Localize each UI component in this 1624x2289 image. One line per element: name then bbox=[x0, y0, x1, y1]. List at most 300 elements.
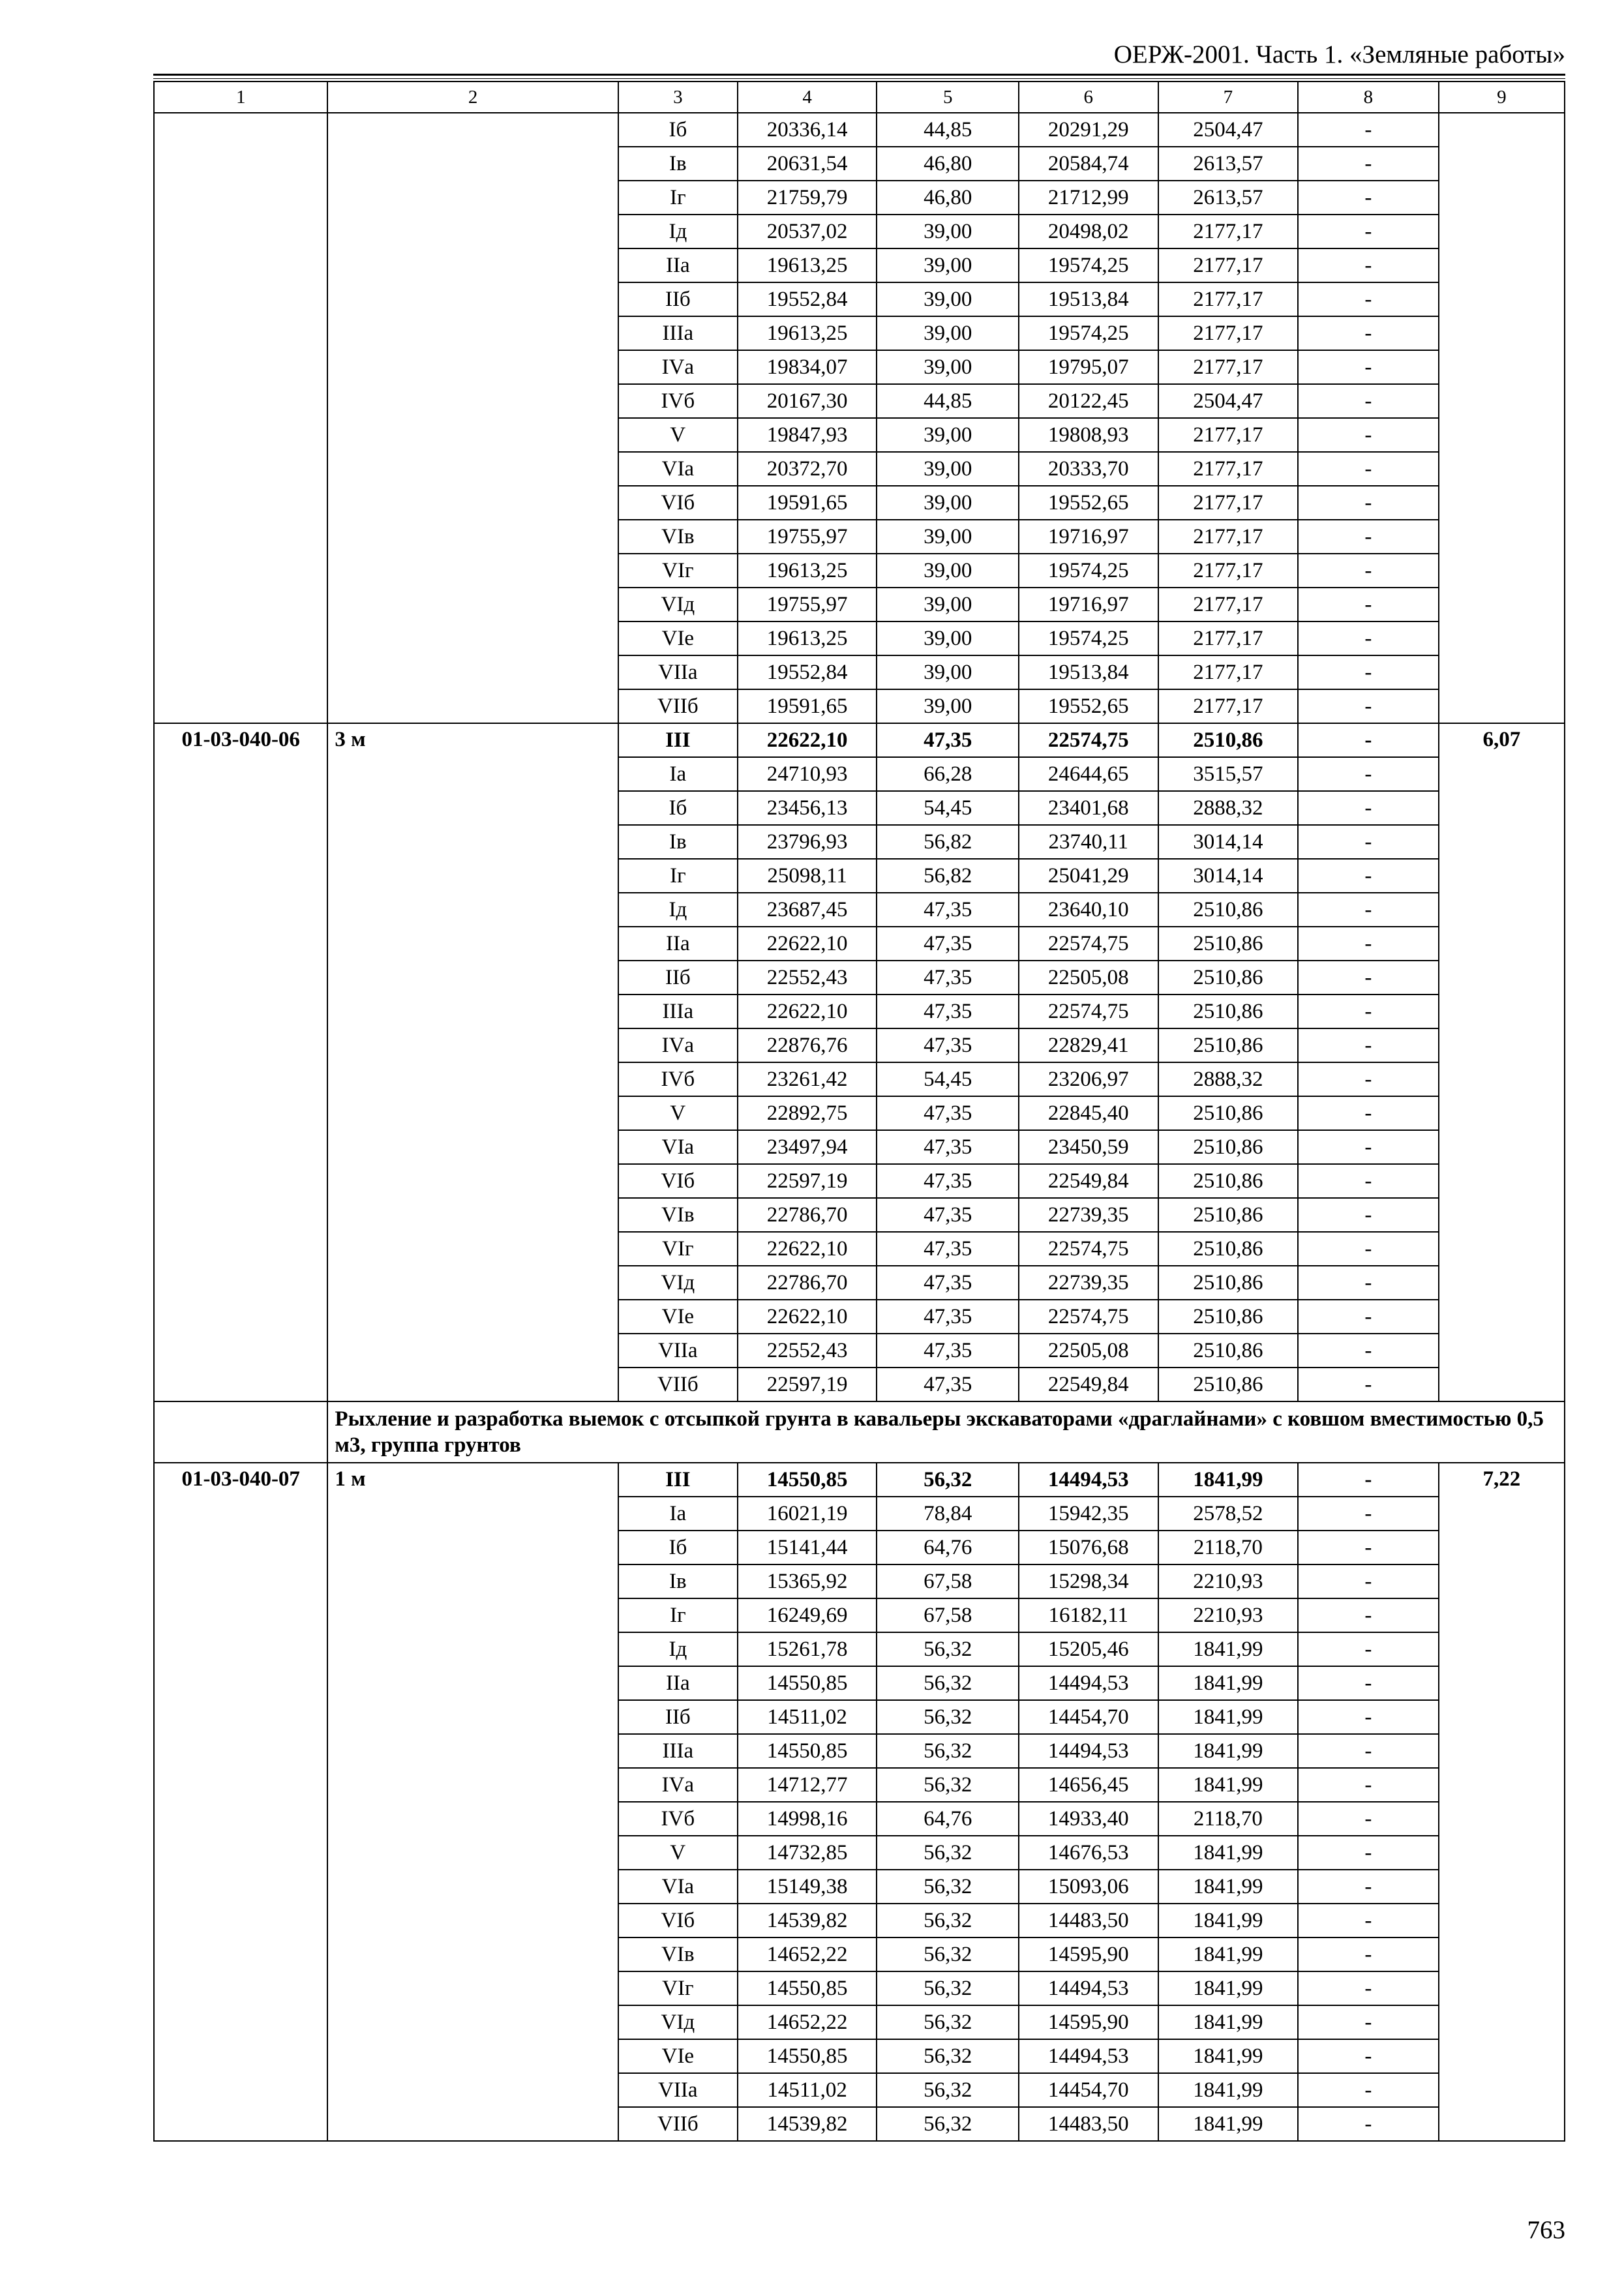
materials-cost-cell: - bbox=[1298, 316, 1439, 350]
materials-cost-cell: - bbox=[1298, 1198, 1439, 1232]
total-cost-cell: 23456,13 bbox=[738, 791, 877, 825]
machine-cost-cell: 22829,41 bbox=[1019, 1028, 1158, 1062]
labor-cost-cell: 39,00 bbox=[877, 350, 1019, 384]
labor-hours-cell bbox=[1439, 113, 1565, 723]
soil-group-cell: Iд bbox=[618, 893, 738, 927]
materials-cost-cell: - bbox=[1298, 2073, 1439, 2107]
machinist-wage-cell: 2510,86 bbox=[1158, 1028, 1299, 1062]
column-number: 6 bbox=[1019, 82, 1158, 113]
soil-group-cell: IIа bbox=[618, 927, 738, 961]
machine-cost-cell: 25041,29 bbox=[1019, 859, 1158, 893]
machine-cost-cell: 21712,99 bbox=[1019, 181, 1158, 215]
materials-cost-cell: - bbox=[1298, 1971, 1439, 2005]
materials-cost-cell: - bbox=[1298, 859, 1439, 893]
total-cost-cell: 14511,02 bbox=[738, 1700, 877, 1734]
soil-group-cell: Iв bbox=[618, 147, 738, 181]
machine-cost-cell: 14483,50 bbox=[1019, 2107, 1158, 2141]
machinist-wage-cell: 3014,14 bbox=[1158, 825, 1299, 859]
total-cost-cell: 22876,76 bbox=[738, 1028, 877, 1062]
materials-cost-cell: - bbox=[1298, 384, 1439, 418]
labor-cost-cell: 64,76 bbox=[877, 1531, 1019, 1564]
machine-cost-cell: 19716,97 bbox=[1019, 520, 1158, 554]
total-cost-cell: 15365,92 bbox=[738, 1564, 877, 1598]
machine-cost-cell: 19513,84 bbox=[1019, 282, 1158, 316]
labor-cost-cell: 47,35 bbox=[877, 1164, 1019, 1198]
soil-group-cell: Iб bbox=[618, 791, 738, 825]
soil-group-cell: VIб bbox=[618, 1904, 738, 1937]
machinist-wage-cell: 2888,32 bbox=[1158, 1062, 1299, 1096]
materials-cost-cell: - bbox=[1298, 1334, 1439, 1368]
table-body bbox=[154, 82, 1565, 2141]
materials-cost-cell: - bbox=[1298, 1904, 1439, 1937]
labor-cost-cell: 56,32 bbox=[877, 1870, 1019, 1904]
labor-cost-cell: 39,00 bbox=[877, 588, 1019, 621]
header-rule-thin bbox=[153, 78, 1565, 79]
materials-cost-cell: - bbox=[1298, 2005, 1439, 2039]
soil-group-cell: IVа bbox=[618, 1768, 738, 1802]
materials-cost-cell: - bbox=[1298, 2107, 1439, 2141]
machinist-wage-cell: 2177,17 bbox=[1158, 452, 1299, 486]
machinist-wage-cell: 2177,17 bbox=[1158, 215, 1299, 248]
total-cost-cell: 16249,69 bbox=[738, 1598, 877, 1632]
total-cost-cell: 24710,93 bbox=[738, 757, 877, 791]
machine-cost-cell: 14656,45 bbox=[1019, 1768, 1158, 1802]
labor-cost-cell: 47,35 bbox=[877, 723, 1019, 757]
materials-cost-cell: - bbox=[1298, 825, 1439, 859]
labor-cost-cell: 47,35 bbox=[877, 1266, 1019, 1300]
materials-cost-cell: - bbox=[1298, 655, 1439, 689]
total-cost-cell: 19552,84 bbox=[738, 282, 877, 316]
soil-group-cell: Iг bbox=[618, 181, 738, 215]
machinist-wage-cell: 1841,99 bbox=[1158, 1904, 1299, 1937]
machine-cost-cell: 20333,70 bbox=[1019, 452, 1158, 486]
labor-cost-cell: 47,35 bbox=[877, 1232, 1019, 1266]
column-number: 2 bbox=[327, 82, 618, 113]
labor-cost-cell: 39,00 bbox=[877, 621, 1019, 655]
total-cost-cell: 14550,85 bbox=[738, 2039, 877, 2073]
total-cost-cell: 23497,94 bbox=[738, 1130, 877, 1164]
machine-cost-cell: 23740,11 bbox=[1019, 825, 1158, 859]
materials-cost-cell: - bbox=[1298, 147, 1439, 181]
machinist-wage-cell: 2510,86 bbox=[1158, 723, 1299, 757]
machinist-wage-cell: 2510,86 bbox=[1158, 1266, 1299, 1300]
soil-group-cell: VIб bbox=[618, 486, 738, 520]
total-cost-cell: 20167,30 bbox=[738, 384, 877, 418]
labor-hours-cell: 7,22 bbox=[1439, 1463, 1565, 2141]
table-row bbox=[154, 113, 1565, 147]
machinist-wage-cell: 2177,17 bbox=[1158, 418, 1299, 452]
machine-cost-cell: 14454,70 bbox=[1019, 1700, 1158, 1734]
labor-cost-cell: 47,35 bbox=[877, 1096, 1019, 1130]
labor-cost-cell: 54,45 bbox=[877, 1062, 1019, 1096]
machine-cost-cell: 15942,35 bbox=[1019, 1497, 1158, 1531]
norm-code: 01-03-040-06 bbox=[154, 723, 327, 1401]
machine-cost-cell: 15298,34 bbox=[1019, 1564, 1158, 1598]
column-number-row bbox=[154, 82, 1565, 113]
total-cost-cell: 19755,97 bbox=[738, 588, 877, 621]
soil-group-cell: IIа bbox=[618, 248, 738, 282]
machinist-wage-cell: 2510,86 bbox=[1158, 893, 1299, 927]
total-cost-cell: 14652,22 bbox=[738, 2005, 877, 2039]
materials-cost-cell: - bbox=[1298, 1130, 1439, 1164]
materials-cost-cell: - bbox=[1298, 282, 1439, 316]
labor-cost-cell: 39,00 bbox=[877, 655, 1019, 689]
total-cost-cell: 22552,43 bbox=[738, 1334, 877, 1368]
labor-cost-cell: 56,32 bbox=[877, 1937, 1019, 1971]
materials-cost-cell: - bbox=[1298, 961, 1439, 995]
machine-cost-cell: 20498,02 bbox=[1019, 215, 1158, 248]
soil-group-cell: VIд bbox=[618, 588, 738, 621]
column-number: 8 bbox=[1298, 82, 1439, 113]
materials-cost-cell: - bbox=[1298, 995, 1439, 1028]
machinist-wage-cell: 2177,17 bbox=[1158, 520, 1299, 554]
machine-cost-cell: 14494,53 bbox=[1019, 1971, 1158, 2005]
total-cost-cell: 19591,65 bbox=[738, 486, 877, 520]
machine-cost-cell: 14494,53 bbox=[1019, 1463, 1158, 1497]
materials-cost-cell: - bbox=[1298, 350, 1439, 384]
materials-cost-cell: - bbox=[1298, 1700, 1439, 1734]
machinist-wage-cell: 2510,86 bbox=[1158, 1164, 1299, 1198]
machine-cost-cell: 15076,68 bbox=[1019, 1531, 1158, 1564]
machinist-wage-cell: 1841,99 bbox=[1158, 1836, 1299, 1870]
total-cost-cell: 25098,11 bbox=[738, 859, 877, 893]
materials-cost-cell: - bbox=[1298, 1164, 1439, 1198]
labor-cost-cell: 56,32 bbox=[877, 1768, 1019, 1802]
machinist-wage-cell: 1841,99 bbox=[1158, 1734, 1299, 1768]
column-number: 7 bbox=[1158, 82, 1299, 113]
total-cost-cell: 23796,93 bbox=[738, 825, 877, 859]
labor-cost-cell: 39,00 bbox=[877, 554, 1019, 588]
machine-cost-cell: 14595,90 bbox=[1019, 1937, 1158, 1971]
machine-cost-cell: 19552,65 bbox=[1019, 486, 1158, 520]
soil-group-cell: VIб bbox=[618, 1164, 738, 1198]
materials-cost-cell: - bbox=[1298, 689, 1439, 723]
labor-cost-cell: 47,35 bbox=[877, 1130, 1019, 1164]
page-header-title: ОЕРЖ-2001. Часть 1. «Земляные работы» bbox=[1113, 40, 1565, 68]
labor-cost-cell: 78,84 bbox=[877, 1497, 1019, 1531]
labor-cost-cell: 47,35 bbox=[877, 1198, 1019, 1232]
machinist-wage-cell: 3515,57 bbox=[1158, 757, 1299, 791]
machine-cost-cell: 23401,68 bbox=[1019, 791, 1158, 825]
soil-group-cell: VIе bbox=[618, 2039, 738, 2073]
machinist-wage-cell: 2510,86 bbox=[1158, 1198, 1299, 1232]
materials-cost-cell: - bbox=[1298, 1632, 1439, 1666]
labor-cost-cell: 56,32 bbox=[877, 2005, 1019, 2039]
machinist-wage-cell: 3014,14 bbox=[1158, 859, 1299, 893]
materials-cost-cell: - bbox=[1298, 588, 1439, 621]
labor-cost-cell: 66,28 bbox=[877, 757, 1019, 791]
labor-cost-cell: 56,32 bbox=[877, 2107, 1019, 2141]
labor-cost-cell: 39,00 bbox=[877, 418, 1019, 452]
machinist-wage-cell: 1841,99 bbox=[1158, 2039, 1299, 2073]
table-row bbox=[154, 723, 1565, 757]
machine-cost-cell: 15205,46 bbox=[1019, 1632, 1158, 1666]
soil-group-cell: IIIа bbox=[618, 316, 738, 350]
machinist-wage-cell: 2510,86 bbox=[1158, 961, 1299, 995]
soil-group-cell: VIв bbox=[618, 1937, 738, 1971]
machinist-wage-cell: 2177,17 bbox=[1158, 621, 1299, 655]
machinist-wage-cell: 2177,17 bbox=[1158, 316, 1299, 350]
soil-group-cell: VIа bbox=[618, 452, 738, 486]
soil-group-cell: Iв bbox=[618, 825, 738, 859]
materials-cost-cell: - bbox=[1298, 791, 1439, 825]
soil-group-cell: IIб bbox=[618, 1700, 738, 1734]
total-cost-cell: 19552,84 bbox=[738, 655, 877, 689]
total-cost-cell: 14550,85 bbox=[738, 1666, 877, 1700]
soil-group-cell: VIIб bbox=[618, 1368, 738, 1401]
machinist-wage-cell: 2504,47 bbox=[1158, 113, 1299, 147]
materials-cost-cell: - bbox=[1298, 1266, 1439, 1300]
soil-group-cell: Iв bbox=[618, 1564, 738, 1598]
machine-cost-cell: 19574,25 bbox=[1019, 621, 1158, 655]
machinist-wage-cell: 1841,99 bbox=[1158, 1870, 1299, 1904]
materials-cost-cell: - bbox=[1298, 1836, 1439, 1870]
machine-cost-cell: 14494,53 bbox=[1019, 1734, 1158, 1768]
soil-group-cell: IVб bbox=[618, 384, 738, 418]
materials-cost-cell: - bbox=[1298, 418, 1439, 452]
materials-cost-cell: - bbox=[1298, 1598, 1439, 1632]
total-cost-cell: 22597,19 bbox=[738, 1164, 877, 1198]
machine-cost-cell: 22574,75 bbox=[1019, 927, 1158, 961]
total-cost-cell: 16021,19 bbox=[738, 1497, 877, 1531]
materials-cost-cell: - bbox=[1298, 1802, 1439, 1836]
labor-cost-cell: 56,32 bbox=[877, 2039, 1019, 2073]
section-title-row bbox=[154, 1401, 1565, 1463]
soil-group-cell: V bbox=[618, 1836, 738, 1870]
total-cost-cell: 22622,10 bbox=[738, 995, 877, 1028]
labor-cost-cell: 47,35 bbox=[877, 1368, 1019, 1401]
total-cost-cell: 22892,75 bbox=[738, 1096, 877, 1130]
total-cost-cell: 19591,65 bbox=[738, 689, 877, 723]
labor-cost-cell: 56,82 bbox=[877, 859, 1019, 893]
machine-cost-cell: 22574,75 bbox=[1019, 1232, 1158, 1266]
machine-cost-cell: 22549,84 bbox=[1019, 1164, 1158, 1198]
labor-cost-cell: 46,80 bbox=[877, 147, 1019, 181]
soil-group-cell: VIд bbox=[618, 2005, 738, 2039]
materials-cost-cell: - bbox=[1298, 452, 1439, 486]
labor-cost-cell: 39,00 bbox=[877, 452, 1019, 486]
machine-cost-cell: 19795,07 bbox=[1019, 350, 1158, 384]
soil-group-cell: IVб bbox=[618, 1802, 738, 1836]
labor-cost-cell: 47,35 bbox=[877, 893, 1019, 927]
machinist-wage-cell: 1841,99 bbox=[1158, 1632, 1299, 1666]
total-cost-cell: 14550,85 bbox=[738, 1971, 877, 2005]
machinist-wage-cell: 1841,99 bbox=[1158, 1463, 1299, 1497]
total-cost-cell: 19613,25 bbox=[738, 248, 877, 282]
labor-cost-cell: 56,32 bbox=[877, 2073, 1019, 2107]
machine-cost-cell: 22574,75 bbox=[1019, 995, 1158, 1028]
total-cost-cell: 14550,85 bbox=[738, 1463, 877, 1497]
machine-cost-cell: 14483,50 bbox=[1019, 1904, 1158, 1937]
materials-cost-cell: - bbox=[1298, 621, 1439, 655]
machine-cost-cell: 15093,06 bbox=[1019, 1870, 1158, 1904]
labor-cost-cell: 56,32 bbox=[877, 1463, 1019, 1497]
materials-cost-cell: - bbox=[1298, 1062, 1439, 1096]
materials-cost-cell: - bbox=[1298, 1368, 1439, 1401]
soil-group-cell: III bbox=[618, 723, 738, 757]
labor-cost-cell: 56,32 bbox=[877, 1734, 1019, 1768]
materials-cost-cell: - bbox=[1298, 181, 1439, 215]
total-cost-cell: 14539,82 bbox=[738, 2107, 877, 2141]
section-title: Рыхление и разработка выемок с отсыпкой грунта в кавальеры экскаваторами «драглайнами» с ковшом вместимостью 0,5 м3, группа грунтов bbox=[327, 1401, 1565, 1463]
machine-cost-cell: 22739,35 bbox=[1019, 1198, 1158, 1232]
soil-group-cell: IIIа bbox=[618, 1734, 738, 1768]
column-number: 9 bbox=[1439, 82, 1565, 113]
total-cost-cell: 20336,14 bbox=[738, 113, 877, 147]
machine-cost-cell: 14494,53 bbox=[1019, 1666, 1158, 1700]
column-number: 1 bbox=[154, 82, 327, 113]
soil-group-cell: VIг bbox=[618, 1232, 738, 1266]
soil-group-cell: V bbox=[618, 1096, 738, 1130]
machinist-wage-cell: 2613,57 bbox=[1158, 181, 1299, 215]
machinist-wage-cell: 2118,70 bbox=[1158, 1802, 1299, 1836]
total-cost-cell: 15149,38 bbox=[738, 1870, 877, 1904]
soil-group-cell: VIIа bbox=[618, 2073, 738, 2107]
machinist-wage-cell: 2510,86 bbox=[1158, 1130, 1299, 1164]
labor-cost-cell: 67,58 bbox=[877, 1564, 1019, 1598]
machine-cost-cell: 14454,70 bbox=[1019, 2073, 1158, 2107]
materials-cost-cell: - bbox=[1298, 1768, 1439, 1802]
total-cost-cell: 20631,54 bbox=[738, 147, 877, 181]
machinist-wage-cell: 2177,17 bbox=[1158, 248, 1299, 282]
machine-cost-cell: 22549,84 bbox=[1019, 1368, 1158, 1401]
machine-cost-cell: 19574,25 bbox=[1019, 316, 1158, 350]
machine-cost-cell: 20291,29 bbox=[1019, 113, 1158, 147]
materials-cost-cell: - bbox=[1298, 927, 1439, 961]
total-cost-cell: 22622,10 bbox=[738, 927, 877, 961]
machine-cost-cell: 20122,45 bbox=[1019, 384, 1158, 418]
total-cost-cell: 19613,25 bbox=[738, 621, 877, 655]
norm-name: 1 м bbox=[327, 1463, 618, 2141]
labor-cost-cell: 47,35 bbox=[877, 1334, 1019, 1368]
labor-cost-cell: 47,35 bbox=[877, 927, 1019, 961]
materials-cost-cell: - bbox=[1298, 1666, 1439, 1700]
soil-group-cell: Iб bbox=[618, 1531, 738, 1564]
soil-group-cell: IIб bbox=[618, 282, 738, 316]
labor-cost-cell: 56,32 bbox=[877, 1904, 1019, 1937]
total-cost-cell: 19613,25 bbox=[738, 316, 877, 350]
labor-cost-cell: 56,32 bbox=[877, 1666, 1019, 1700]
machine-cost-cell: 14933,40 bbox=[1019, 1802, 1158, 1836]
soil-group-cell: VIв bbox=[618, 520, 738, 554]
total-cost-cell: 22552,43 bbox=[738, 961, 877, 995]
machinist-wage-cell: 2177,17 bbox=[1158, 655, 1299, 689]
norm-name bbox=[327, 113, 618, 723]
machinist-wage-cell: 1841,99 bbox=[1158, 1768, 1299, 1802]
total-cost-cell: 14511,02 bbox=[738, 2073, 877, 2107]
materials-cost-cell: - bbox=[1298, 215, 1439, 248]
soil-group-cell: VIв bbox=[618, 1198, 738, 1232]
machine-cost-cell: 23450,59 bbox=[1019, 1130, 1158, 1164]
column-number: 3 bbox=[618, 82, 738, 113]
machine-cost-cell: 19552,65 bbox=[1019, 689, 1158, 723]
labor-cost-cell: 39,00 bbox=[877, 520, 1019, 554]
soil-group-cell: Iг bbox=[618, 1598, 738, 1632]
total-cost-cell: 14712,77 bbox=[738, 1768, 877, 1802]
machine-cost-cell: 23206,97 bbox=[1019, 1062, 1158, 1096]
materials-cost-cell: - bbox=[1298, 1734, 1439, 1768]
soil-group-cell: VIе bbox=[618, 621, 738, 655]
labor-cost-cell: 47,35 bbox=[877, 995, 1019, 1028]
total-cost-cell: 19755,97 bbox=[738, 520, 877, 554]
header-rule bbox=[153, 74, 1565, 76]
total-cost-cell: 14539,82 bbox=[738, 1904, 877, 1937]
machine-cost-cell: 19574,25 bbox=[1019, 248, 1158, 282]
machinist-wage-cell: 2177,17 bbox=[1158, 689, 1299, 723]
materials-cost-cell: - bbox=[1298, 1232, 1439, 1266]
labor-cost-cell: 39,00 bbox=[877, 689, 1019, 723]
page-number: 763 bbox=[1527, 2216, 1565, 2244]
machine-cost-cell: 22845,40 bbox=[1019, 1096, 1158, 1130]
soil-group-cell: VIIб bbox=[618, 2107, 738, 2141]
soil-group-cell: VIIа bbox=[618, 1334, 738, 1368]
materials-cost-cell: - bbox=[1298, 113, 1439, 147]
machine-cost-cell: 19808,93 bbox=[1019, 418, 1158, 452]
labor-cost-cell: 67,58 bbox=[877, 1598, 1019, 1632]
soil-group-cell: III bbox=[618, 1463, 738, 1497]
machine-cost-cell: 23640,10 bbox=[1019, 893, 1158, 927]
labor-cost-cell: 44,85 bbox=[877, 113, 1019, 147]
total-cost-cell: 19847,93 bbox=[738, 418, 877, 452]
total-cost-cell: 14652,22 bbox=[738, 1937, 877, 1971]
materials-cost-cell: - bbox=[1298, 723, 1439, 757]
machine-cost-cell: 22505,08 bbox=[1019, 1334, 1158, 1368]
soil-group-cell: VIа bbox=[618, 1870, 738, 1904]
soil-group-cell: V bbox=[618, 418, 738, 452]
total-cost-cell: 22597,19 bbox=[738, 1368, 877, 1401]
soil-group-cell: VIг bbox=[618, 1971, 738, 2005]
total-cost-cell: 22786,70 bbox=[738, 1198, 877, 1232]
machinist-wage-cell: 2510,86 bbox=[1158, 1096, 1299, 1130]
total-cost-cell: 15261,78 bbox=[738, 1632, 877, 1666]
total-cost-cell: 23261,42 bbox=[738, 1062, 877, 1096]
labor-cost-cell: 39,00 bbox=[877, 282, 1019, 316]
soil-group-cell: VIIа bbox=[618, 655, 738, 689]
machinist-wage-cell: 2510,86 bbox=[1158, 927, 1299, 961]
labor-cost-cell: 56,32 bbox=[877, 1700, 1019, 1734]
soil-group-cell: Iд bbox=[618, 215, 738, 248]
materials-cost-cell: - bbox=[1298, 1531, 1439, 1564]
machine-cost-cell: 22505,08 bbox=[1019, 961, 1158, 995]
machine-cost-cell: 22739,35 bbox=[1019, 1266, 1158, 1300]
total-cost-cell: 14998,16 bbox=[738, 1802, 877, 1836]
labor-cost-cell: 46,80 bbox=[877, 181, 1019, 215]
machinist-wage-cell: 1841,99 bbox=[1158, 1700, 1299, 1734]
machine-cost-cell: 14494,53 bbox=[1019, 2039, 1158, 2073]
machinist-wage-cell: 1841,99 bbox=[1158, 1666, 1299, 1700]
labor-hours-cell: 6,07 bbox=[1439, 723, 1565, 1401]
soil-group-cell: VIд bbox=[618, 1266, 738, 1300]
materials-cost-cell: - bbox=[1298, 486, 1439, 520]
total-cost-cell: 21759,79 bbox=[738, 181, 877, 215]
soil-group-cell: IIб bbox=[618, 961, 738, 995]
labor-cost-cell: 39,00 bbox=[877, 316, 1019, 350]
machine-cost-cell: 24644,65 bbox=[1019, 757, 1158, 791]
machinist-wage-cell: 2177,17 bbox=[1158, 588, 1299, 621]
materials-cost-cell: - bbox=[1298, 1870, 1439, 1904]
machinist-wage-cell: 2510,86 bbox=[1158, 1368, 1299, 1401]
section-spacer-cell bbox=[154, 1401, 327, 1463]
materials-cost-cell: - bbox=[1298, 1096, 1439, 1130]
materials-cost-cell: - bbox=[1298, 893, 1439, 927]
labor-cost-cell: 44,85 bbox=[877, 384, 1019, 418]
materials-cost-cell: - bbox=[1298, 1497, 1439, 1531]
machine-cost-cell: 19716,97 bbox=[1019, 588, 1158, 621]
soil-group-cell: VIа bbox=[618, 1130, 738, 1164]
machinist-wage-cell: 2177,17 bbox=[1158, 350, 1299, 384]
machinist-wage-cell: 2177,17 bbox=[1158, 282, 1299, 316]
norm-code: 01-03-040-07 bbox=[154, 1463, 327, 2141]
